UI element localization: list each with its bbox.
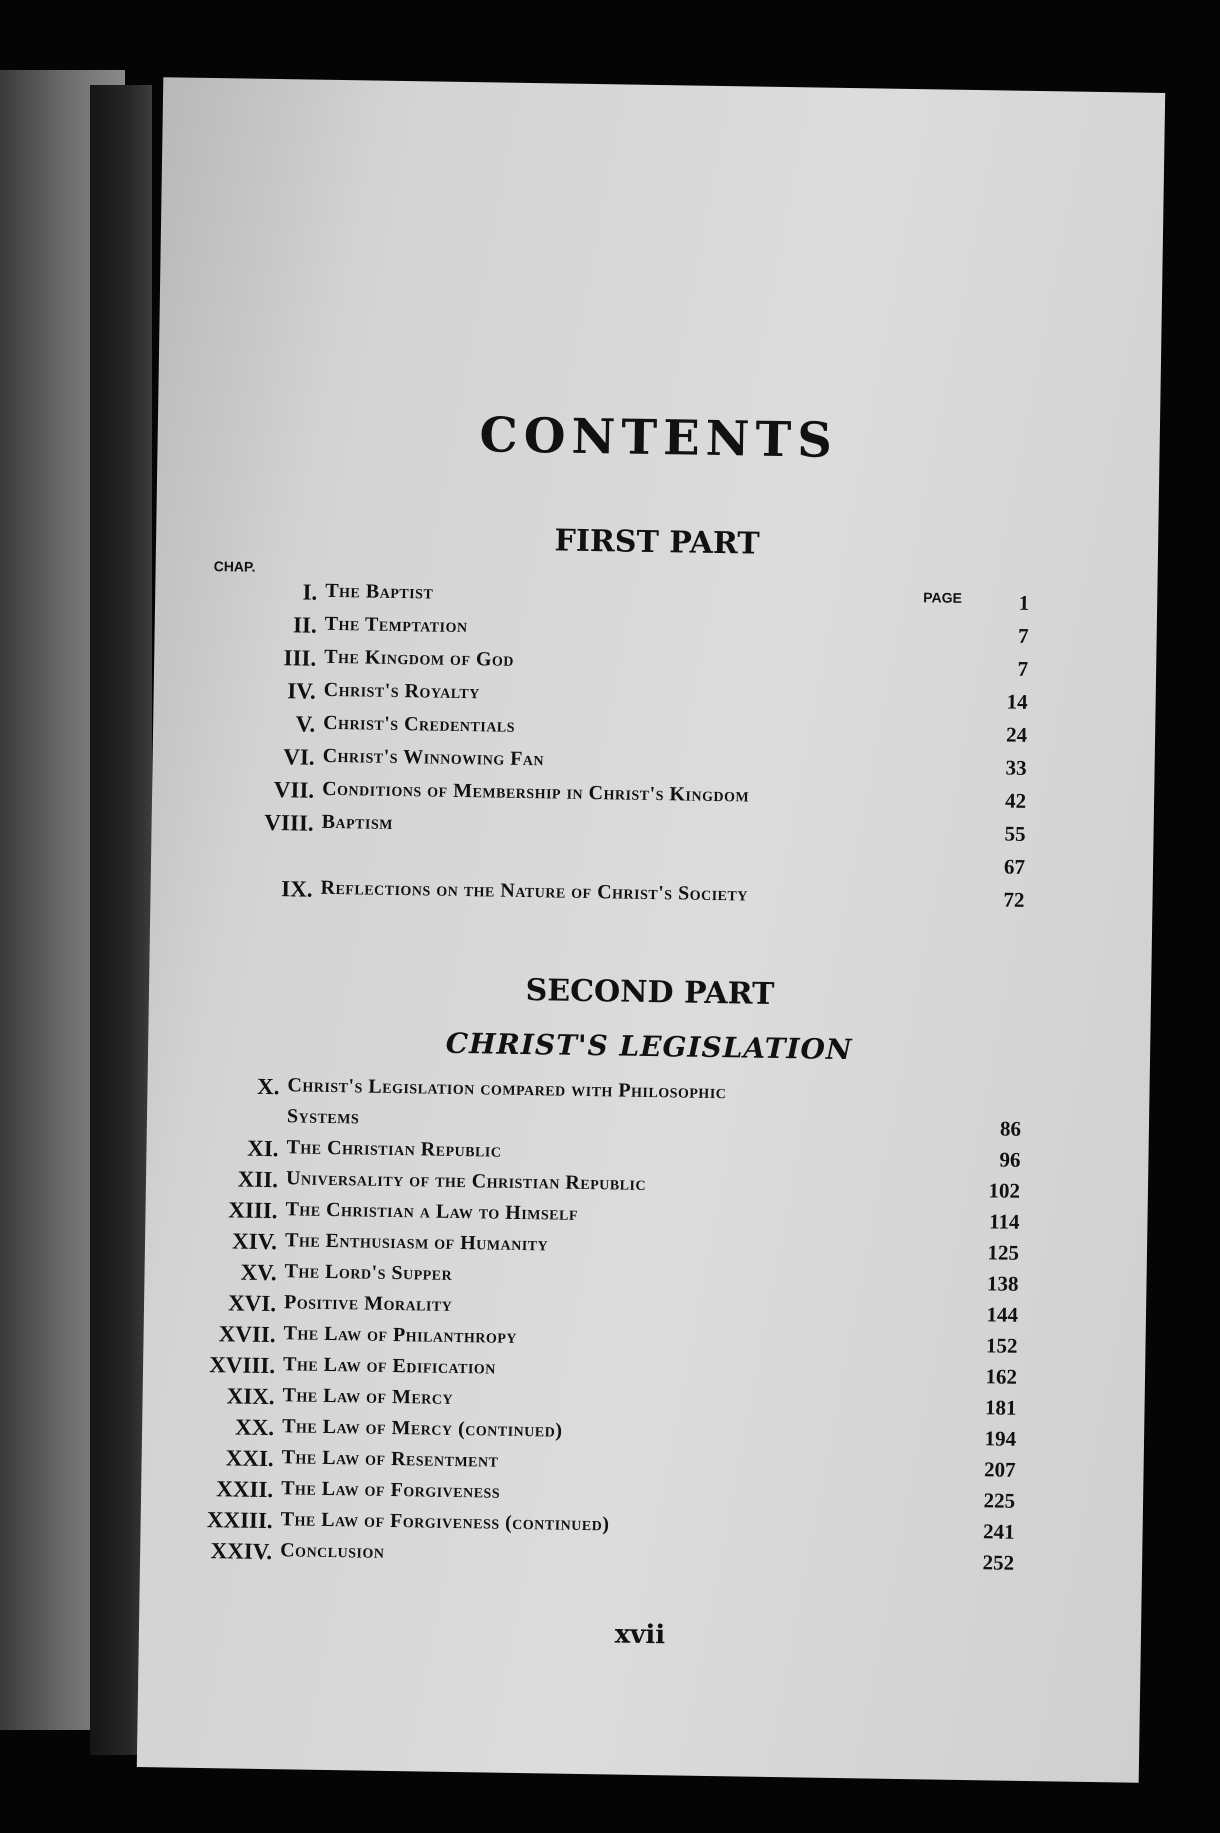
chapter-number: XIV. xyxy=(231,1228,278,1255)
chapter-number: X. xyxy=(256,1073,280,1100)
chapter-title: Positive Morality xyxy=(283,1291,453,1316)
chapter-title: The Temptation xyxy=(324,612,468,638)
page-number: 72 xyxy=(1003,887,1025,912)
chapter-title: The Law of Mercy (continued) xyxy=(281,1415,563,1442)
chapter-number: V. xyxy=(295,711,316,737)
chapter-number: XVII. xyxy=(218,1321,276,1348)
second-part-list xyxy=(148,1072,1150,1575)
chapter-title: Systems xyxy=(286,1105,360,1129)
chapter-number: IX. xyxy=(281,876,313,902)
second-part-heading: SECOND PART xyxy=(525,973,775,1012)
chapter-title: Reflections on the Nature of Christ's Society xyxy=(320,876,749,906)
chapter-number: XVIII. xyxy=(209,1352,276,1379)
chapter-title: Universality of the Christian Republic xyxy=(285,1167,647,1195)
page-folio: xvii xyxy=(614,1619,666,1651)
chapter-number: IV. xyxy=(287,678,316,704)
chapter-number: XIII. xyxy=(228,1197,278,1224)
chap-column-label: CHAP. xyxy=(213,558,256,575)
page-number: 152 xyxy=(985,1333,1018,1358)
page-number xyxy=(962,1085,1022,1086)
chapter-title: Christ's Legislation compared with Philosophic xyxy=(287,1074,727,1104)
chapter-title: Conclusion xyxy=(280,1539,385,1563)
chapter-number: XIX. xyxy=(226,1383,275,1410)
chapter-number: VII. xyxy=(273,777,315,803)
page-number: 86 xyxy=(999,1116,1022,1141)
chapter-title: Christ's Credentials xyxy=(323,711,516,737)
chapter-number: XX. xyxy=(234,1414,275,1441)
chapter-title: The Law of Mercy xyxy=(282,1384,454,1409)
chapter-title: Christ's Winnowing Fan xyxy=(322,744,545,771)
chapter-title: The Christian a Law to Himself xyxy=(285,1198,579,1225)
chapter-title: The Lord's Supper xyxy=(284,1260,453,1285)
page-number: 33 xyxy=(1005,755,1027,780)
chapter-title: The Law of Philanthropy xyxy=(283,1322,518,1348)
page-number: 96 xyxy=(999,1147,1021,1172)
chapter-number: XXII. xyxy=(216,1476,274,1503)
chapter-number: I. xyxy=(302,579,318,605)
page-number: 144 xyxy=(986,1302,1019,1327)
chapter-number: VI. xyxy=(283,744,315,770)
chapter-title: Baptism xyxy=(321,810,394,834)
page-number: 194 xyxy=(984,1426,1017,1451)
page-number: 114 xyxy=(988,1209,1020,1234)
chapter-title: The Kingdom of God xyxy=(324,645,515,671)
first-part-heading: FIRST PART xyxy=(554,523,760,562)
page-number: 181 xyxy=(984,1395,1017,1420)
page-number: 102 xyxy=(988,1178,1021,1203)
page-number: 138 xyxy=(986,1271,1019,1296)
page-number: 225 xyxy=(983,1488,1016,1513)
page-number: 7 xyxy=(1017,623,1029,648)
chapter-number: III. xyxy=(283,645,317,671)
chapter-number: XXI. xyxy=(225,1445,274,1472)
page-number: 7 xyxy=(1017,656,1029,681)
page-number: 42 xyxy=(1004,788,1027,813)
chapter-title: The Christian Republic xyxy=(286,1136,502,1162)
chapter-title: The Baptist xyxy=(325,579,434,604)
chapter-title: The Enthusiasm of Humanity xyxy=(284,1229,549,1256)
page-number: 125 xyxy=(987,1240,1020,1265)
chapter-number: VIII. xyxy=(264,809,314,836)
chapter-number: XI. xyxy=(247,1135,279,1162)
page-number: 252 xyxy=(982,1550,1015,1575)
chapter-title: The Law of Forgiveness xyxy=(281,1477,501,1503)
page-column-label: PAGE xyxy=(923,589,963,606)
page-number: 55 xyxy=(1004,821,1026,846)
chapter-number: XVI. xyxy=(227,1290,277,1317)
page-number: 241 xyxy=(982,1519,1015,1544)
second-part-subheading: CHRIST'S LEGISLATION xyxy=(445,1026,853,1067)
page-title: CONTENTS xyxy=(479,407,839,469)
chapter-title: The Law of Edification xyxy=(282,1353,497,1379)
page-number: 207 xyxy=(983,1457,1016,1482)
page-number: 1 xyxy=(1018,590,1030,615)
chapter-title: Christ's Royalty xyxy=(323,678,481,704)
chapter-number: II. xyxy=(292,612,317,638)
page-number: 162 xyxy=(985,1364,1018,1389)
chapter-number: XXIV. xyxy=(210,1538,273,1565)
chapter-title: The Law of Forgiveness (continued) xyxy=(280,1508,610,1536)
chapter-number: XXIII. xyxy=(206,1507,273,1534)
chapter-number: XV. xyxy=(240,1259,277,1286)
chapter-number: XII. xyxy=(237,1166,279,1193)
chapter-title: The Law of Resentment xyxy=(281,1446,499,1472)
page-number: 14 xyxy=(1006,689,1028,714)
chapter-title: Conditions of Membership in Christ's Kingdom xyxy=(322,777,750,807)
contents-page xyxy=(137,77,1165,1783)
page-number: 24 xyxy=(1005,722,1028,747)
page-number: 67 xyxy=(1003,854,1026,879)
